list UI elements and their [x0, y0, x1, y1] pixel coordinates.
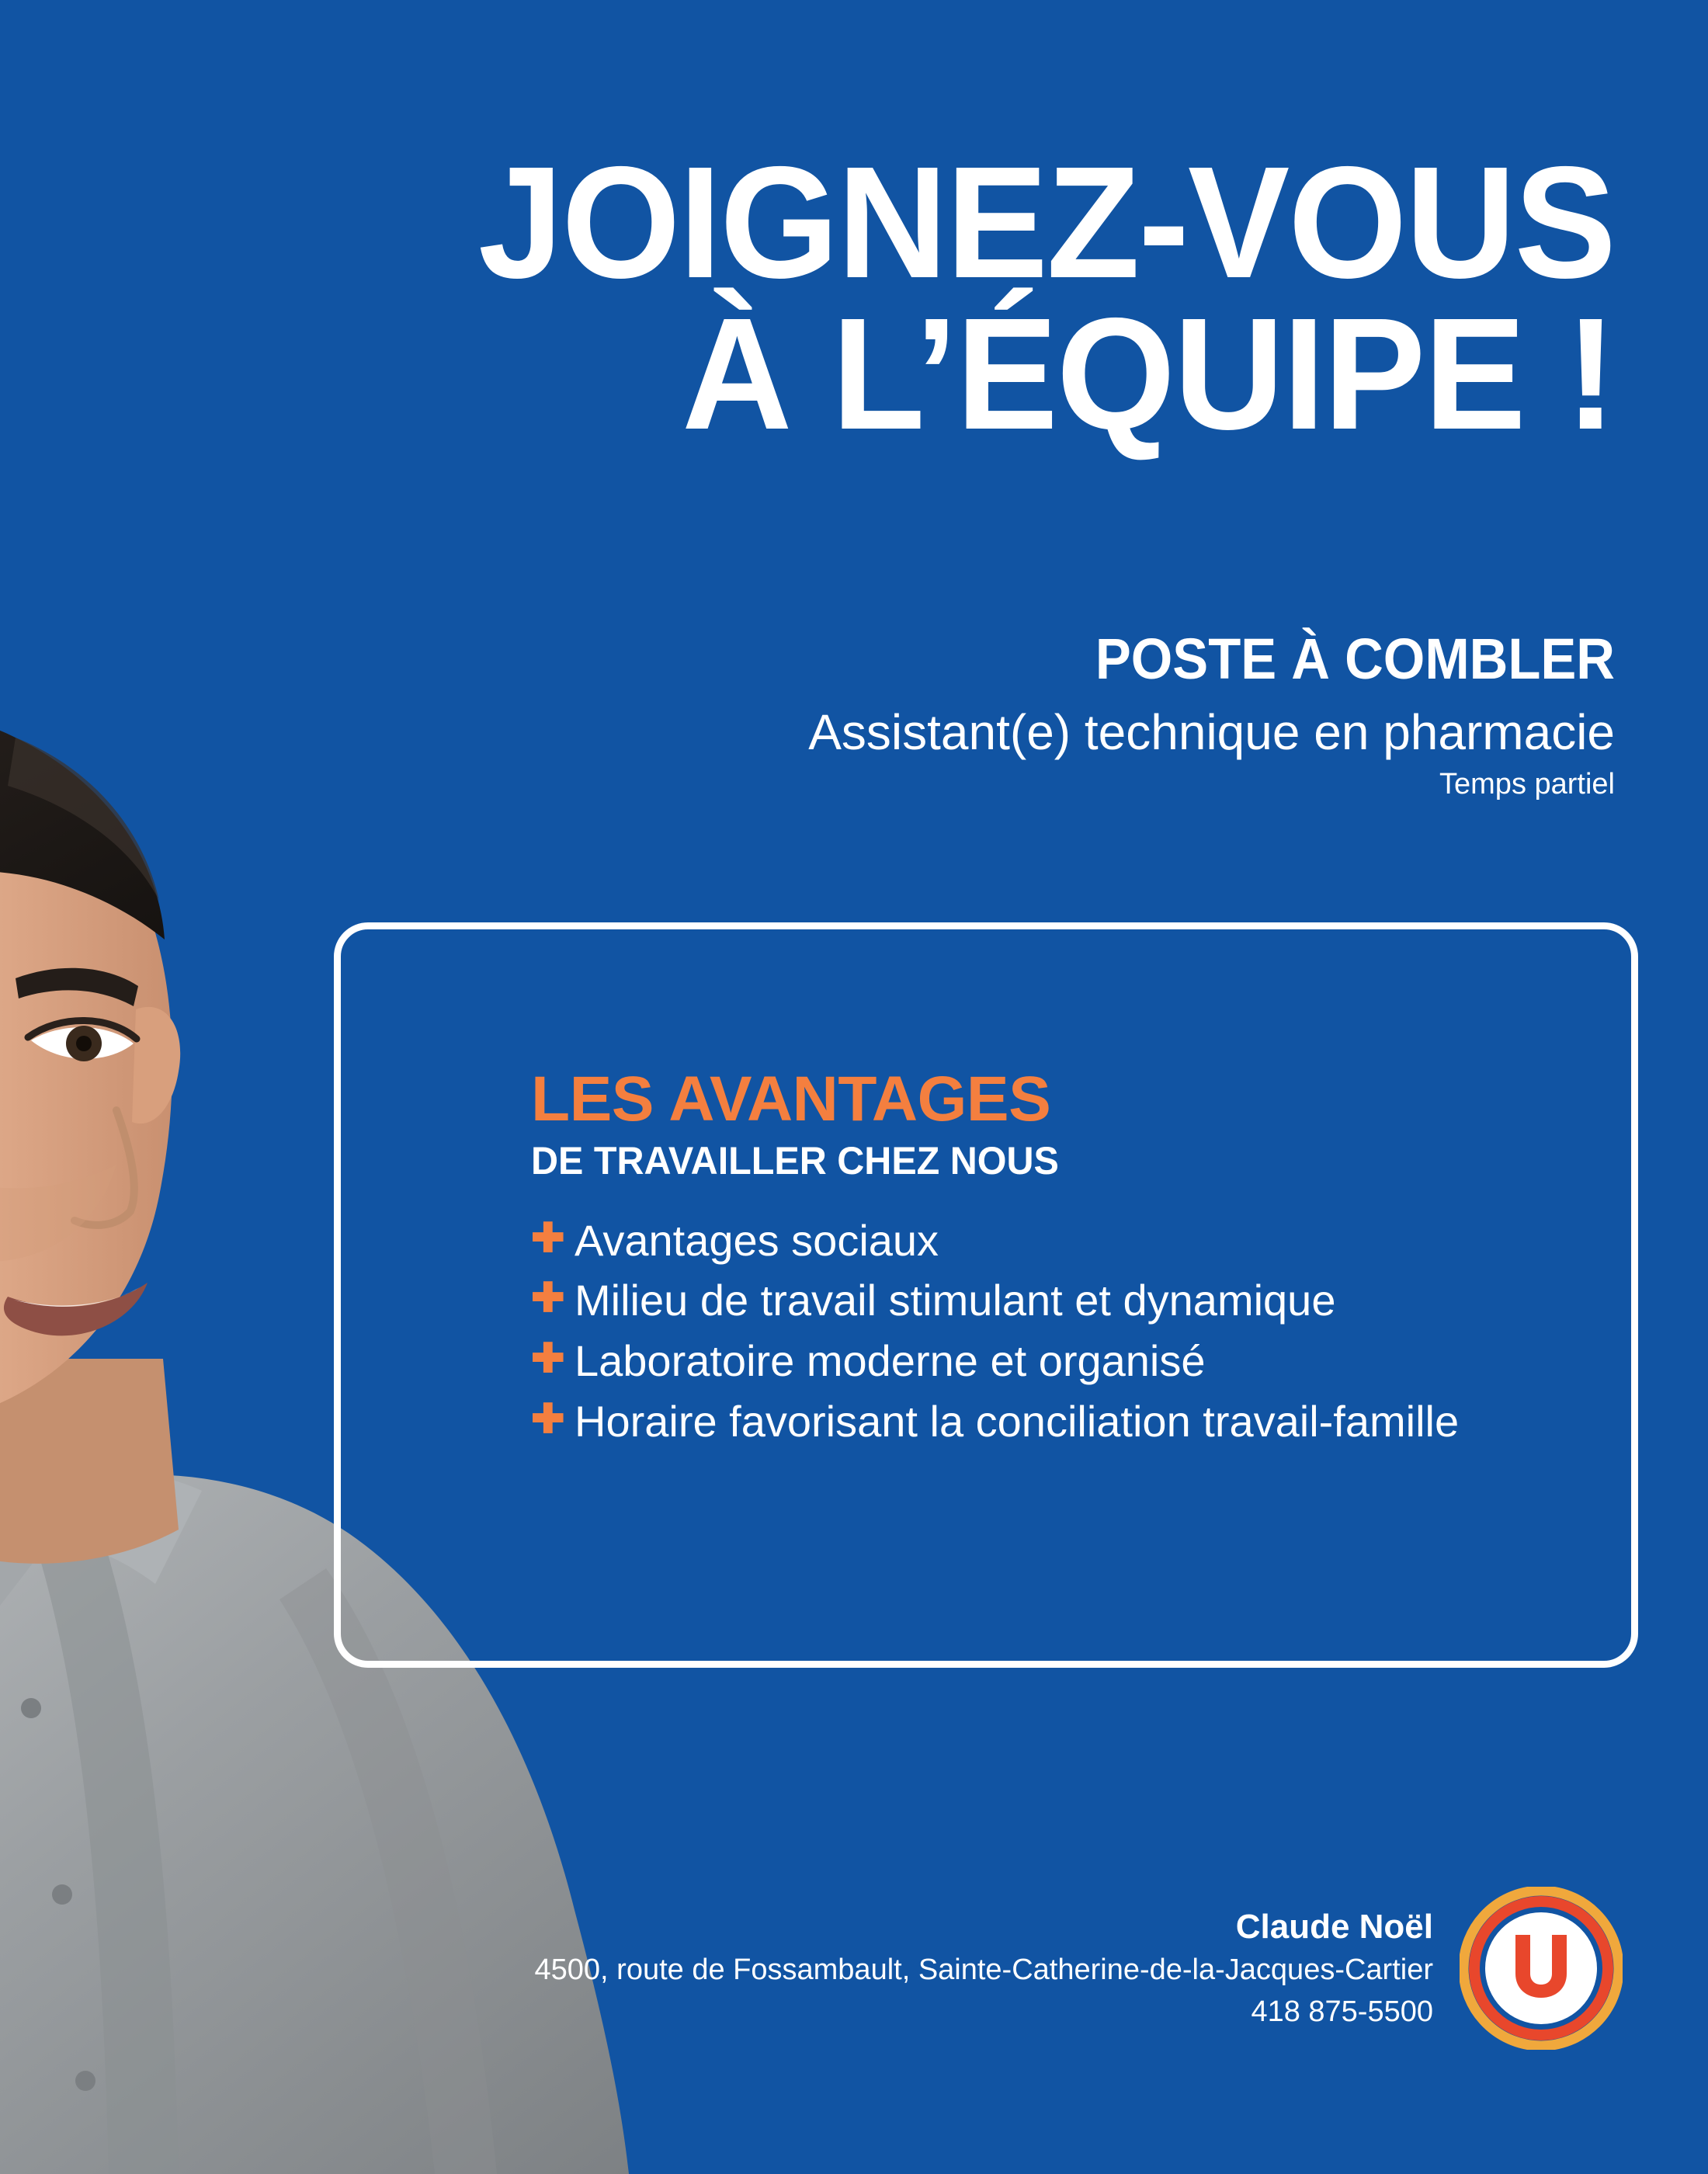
footer [535, 1887, 1623, 2050]
footer-contact [535, 1905, 1433, 2031]
position-block [450, 629, 1615, 801]
position-kicker: POSTE À COMBLER [1095, 627, 1615, 691]
owner-name: Claude Noël [1235, 1908, 1433, 1947]
benefit-label: Milieu de travail stimulant et dynamique [575, 1276, 1336, 1325]
address: 4500, route de Fossambault, Sainte-Catherine-de-la-Jacques-Cartier [534, 1953, 1433, 1987]
list-item [531, 1216, 1585, 1266]
plus-icon: ✚ [531, 1336, 565, 1382]
list-item [531, 1276, 1585, 1325]
advantages-title: LES AVANTAGES [531, 1064, 1051, 1134]
headline-line-2: À L’ÉQUIPE ! [682, 284, 1615, 463]
plus-icon: ✚ [531, 1276, 565, 1321]
phone-number: 418 875-5500 [1251, 1995, 1433, 2028]
headline-line-1: JOIGNEZ-VOUS [477, 134, 1615, 311]
benefit-label: Laboratoire moderne et organisé [575, 1336, 1206, 1386]
list-item [531, 1397, 1585, 1446]
plus-icon: ✚ [531, 1215, 565, 1261]
position-role: Assistant(e) technique en pharmacie [808, 703, 1615, 760]
uniprix-logo-icon [1460, 1887, 1623, 2050]
list-item [531, 1336, 1585, 1386]
benefits-list [531, 1216, 1585, 1446]
benefit-label: Horaire favorisant la conciliation travail-famille [575, 1396, 1460, 1446]
position-schedule: Temps partiel [1439, 768, 1615, 801]
advantages-subtitle: DE TRAVAILLER CHEZ NOUS [531, 1139, 1059, 1183]
page-title [0, 134, 1615, 463]
benefit-label: Avantages sociaux [575, 1215, 939, 1265]
plus-icon: ✚ [531, 1396, 565, 1442]
advantages-card [334, 922, 1638, 1668]
